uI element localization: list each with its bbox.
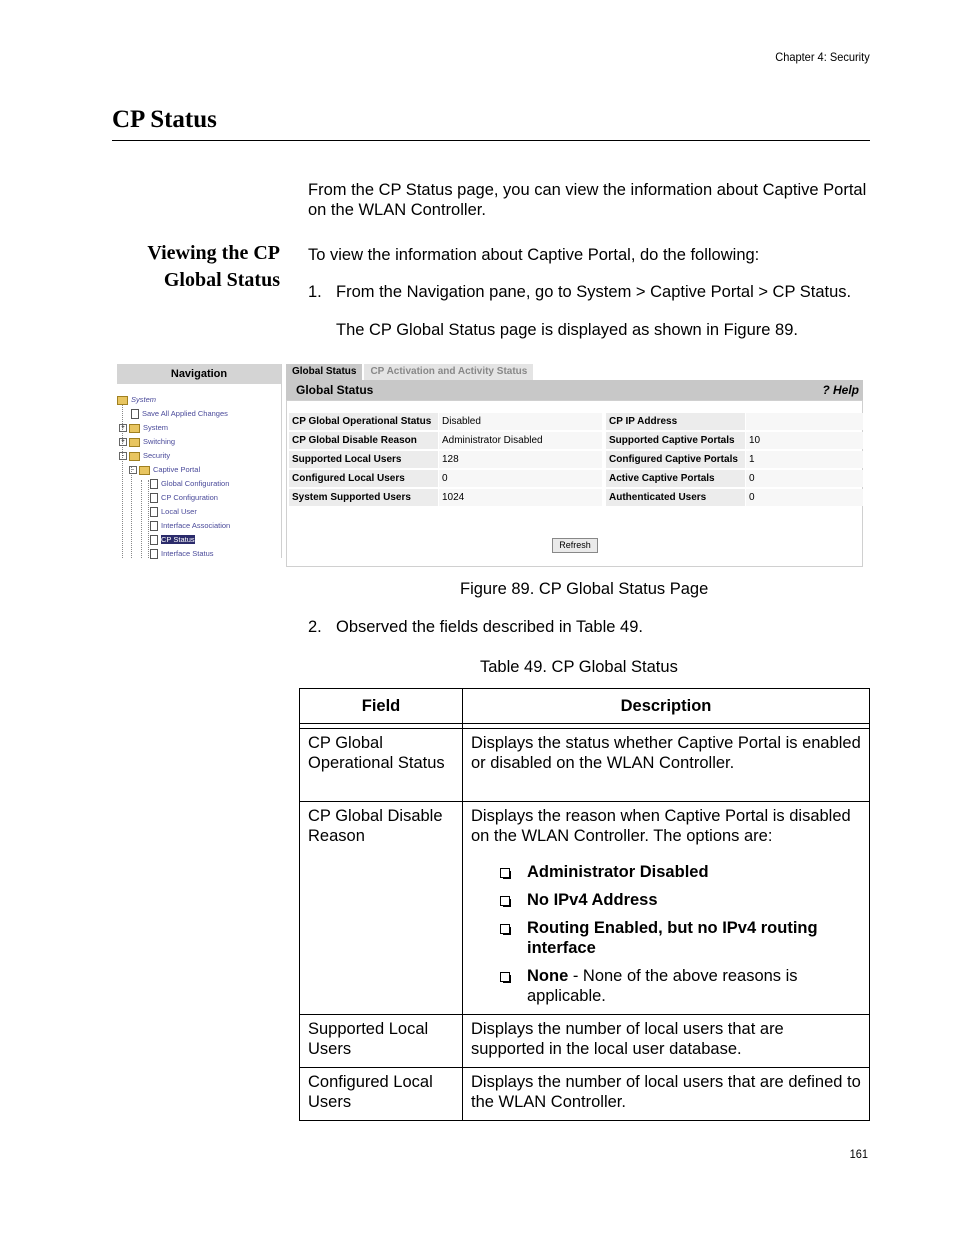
status-label: System Supported Users [289,489,438,506]
table-header-description: Description [463,689,870,724]
panel-title: Global Status [296,383,374,397]
status-value [746,413,863,430]
subsection-heading-line2: Global Status [163,269,280,291]
page-icon [150,493,158,503]
panel-header [286,380,863,400]
nav-item-system-root[interactable]: System [117,395,156,405]
option-item: Administrator Disabled [471,862,861,882]
option-item: None - None of the above reasons is applicable. [471,966,861,1006]
help-link[interactable]: ? Help [822,383,859,397]
field-cell: Configured Local Users [300,1068,463,1121]
status-label: Authenticated Users [606,489,745,506]
status-label: Configured Captive Portals [606,451,745,468]
global-status-panel [286,362,863,558]
table-row [300,1068,870,1121]
step-2 [308,617,868,637]
step-1-text: From the Navigation pane, go to System > Captive Portal > CP Status. [336,283,852,301]
folder-icon [129,424,140,433]
status-label: CP IP Address [606,413,745,430]
status-value: 128 [439,451,602,468]
field-cell: CP Global Disable Reason [300,802,463,1015]
step-1-number: 1. [308,283,322,301]
figure-caption: Figure 89. CP Global Status Page [460,580,709,598]
table-row [300,1015,870,1068]
field-cell: CP Global Operational Status [300,729,463,802]
nav-item-switching[interactable]: + Switching [119,437,175,447]
status-value: 10 [746,432,863,449]
subsection-heading-line1: Viewing the CP [147,242,280,264]
running-header: Chapter 4: Security [775,50,870,64]
field-cell: Supported Local Users [300,1015,463,1068]
table-caption: Table 49. CP Global Status [480,658,678,676]
intro-paragraph: From the CP Status page, you can view the information about Captive Portal on the WLAN Controller. [308,181,867,219]
page-icon [150,535,158,545]
status-grid [286,400,863,567]
folder-icon [117,396,128,405]
folder-icon [139,466,150,475]
nav-item-cp-configuration[interactable]: CP Configuration [150,493,218,503]
status-label: Active Captive Portals [606,470,745,487]
description-cell [463,802,870,1015]
status-value: 0 [746,489,863,506]
page-icon [150,507,158,517]
nav-item-global-configuration[interactable]: Global Configuration [150,479,229,489]
figure-screenshot [117,362,863,558]
nav-item-security[interactable]: - Security [119,451,170,461]
navigation-title: Navigation [117,364,281,384]
status-value: 1024 [439,489,602,506]
status-label: Configured Local Users [289,470,438,487]
refresh-button[interactable]: Refresh [552,538,598,553]
status-value: 1 [746,451,863,468]
folder-icon [129,438,140,447]
page-icon [150,479,158,489]
description-cell: Displays the status whether Captive Portal is enabled or disabled on the WLAN Controller. [463,729,870,802]
table-row [300,802,870,1015]
page-icon [131,409,139,419]
expand-icon: + [119,424,127,432]
tab-cp-activation[interactable]: CP Activation and Activity Status [364,364,533,380]
procedure-intro: To view the information about Captive Portal, do the following: [308,246,760,264]
status-value: Administrator Disabled [439,432,602,449]
nav-item-interface-association[interactable]: Interface Association [150,521,230,531]
status-value: 0 [439,470,602,487]
status-label: CP Global Operational Status [289,413,438,430]
step-2-number: 2. [308,618,322,636]
page-icon [150,549,158,559]
page-number: 161 [849,1147,868,1161]
option-item: Routing Enabled, but no IPv4 routing interface [471,918,861,958]
status-label: Supported Local Users [289,451,438,468]
tab-global-status[interactable]: Global Status [286,364,362,380]
step-1-result: The CP Global Status page is displayed as shown in Figure 89. [336,321,798,339]
table-header-field: Field [300,689,463,724]
nav-item-save-all[interactable]: Save All Applied Changes [131,409,228,419]
nav-item-interface-status[interactable]: Interface Status [150,549,214,559]
title-rule [112,140,870,141]
status-value: 0 [746,470,863,487]
nav-item-captive-portal[interactable]: - Captive Portal [129,465,200,475]
cp-global-status-table [299,688,870,1121]
step-2-text: Observed the fields described in Table 49. [336,618,643,636]
checkbox-bullet-icon [500,868,510,878]
page-icon [150,521,158,531]
nav-item-system[interactable]: + System [119,423,168,433]
option-item: No IPv4 Address [471,890,861,910]
collapse-icon: - [129,466,137,474]
checkbox-bullet-icon [500,924,510,934]
navigation-pane [117,364,282,558]
status-value: Disabled [439,413,602,430]
section-title: CP Status [112,106,217,133]
subsection-heading [112,240,280,294]
description-cell: Displays the number of local users that are defined to the WLAN Controller. [463,1068,870,1121]
status-label: CP Global Disable Reason [289,432,438,449]
table-row [300,729,870,802]
checkbox-bullet-icon [500,972,510,982]
folder-icon [129,452,140,461]
collapse-icon: - [119,452,127,460]
description-text: Displays the reason when Captive Portal is disabled on the WLAN Controller. The options are: [471,807,851,845]
expand-icon: + [119,438,127,446]
checkbox-bullet-icon [500,896,510,906]
status-label: Supported Captive Portals [606,432,745,449]
step-1 [308,282,888,302]
nav-item-cp-status[interactable]: CP Status [150,535,195,545]
nav-item-local-user[interactable]: Local User [150,507,197,517]
tab-bar [286,362,863,380]
description-cell: Displays the number of local users that are supported in the local user database. [463,1015,870,1068]
